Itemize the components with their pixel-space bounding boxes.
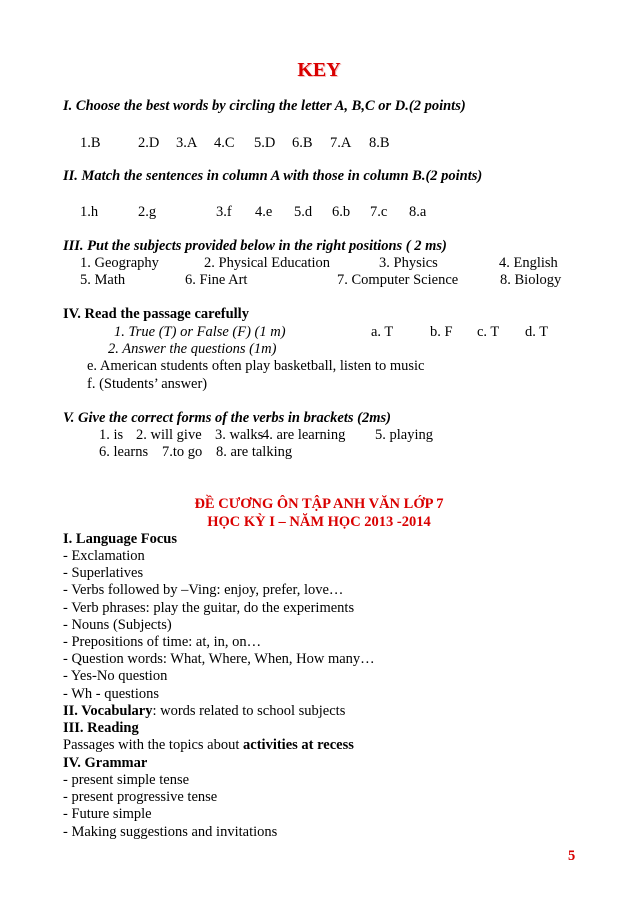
answer-item: 5.d xyxy=(294,204,313,220)
section4-heading: IV. Read the passage carefully xyxy=(63,306,249,322)
verb-answer: 3. walks xyxy=(215,427,264,443)
grammar-item: - Future simple xyxy=(63,806,152,822)
reading-heading: III. Reading xyxy=(63,720,139,736)
outline-title: ĐỀ CƯƠNG ÔN TẬP ANH VĂN LỚP 7 xyxy=(194,496,444,512)
subject-item: 7. Computer Science xyxy=(337,272,459,288)
language-focus-item: - Verbs followed by –Ving: enjoy, prefer, love… xyxy=(63,582,344,598)
subject-item: 4. English xyxy=(499,255,558,271)
answer-item: 5.D xyxy=(254,135,276,151)
tf-answer: d. T xyxy=(525,324,549,340)
answer-item: 7.c xyxy=(370,204,388,220)
subject-item: 6. Fine Art xyxy=(185,272,248,288)
language-focus-item: - Question words: What, Where, When, How many… xyxy=(63,651,375,667)
reading-text: Passages with the topics about xyxy=(63,737,244,753)
answer-item: 4.C xyxy=(214,135,235,151)
tf-answer: a. T xyxy=(371,324,394,340)
reading-topic: activities at recess xyxy=(243,737,354,753)
language-focus-item: - Prepositions of time: at, in, on… xyxy=(63,634,262,650)
subject-item: 1. Geography xyxy=(80,255,159,271)
language-focus-item: - Yes-No question xyxy=(63,668,168,684)
grammar-item: - present simple tense xyxy=(63,772,190,788)
answer-item: 8.a xyxy=(409,204,427,220)
language-focus-item: - Wh - questions xyxy=(63,686,159,702)
verb-answer: 5. playing xyxy=(375,427,433,443)
section5-heading: V. Give the correct forms of the verbs in brackets (2ms) xyxy=(63,410,391,426)
subject-item: 3. Physics xyxy=(379,255,438,271)
subject-item: 2. Physical Education xyxy=(204,255,331,271)
reading-line xyxy=(63,737,354,754)
tf-answer: c. T xyxy=(477,324,500,340)
verb-answer: 2. will give xyxy=(136,427,202,443)
answer-f: f. (Students’ answer) xyxy=(87,376,208,392)
subject-item: 5. Math xyxy=(80,272,126,288)
answer-item: 1.B xyxy=(80,135,101,151)
tf-answer: b. F xyxy=(430,324,453,340)
answer-item: 8.B xyxy=(369,135,390,151)
section2-heading: II. Match the sentences in column A with those in column B.(2 points) xyxy=(63,168,483,184)
grammar-item: - Making suggestions and invitations xyxy=(63,824,278,840)
verb-answer: 1. is xyxy=(99,427,124,443)
language-focus-heading: I. Language Focus xyxy=(63,531,178,547)
section4-part2: 2. Answer the questions (1m) xyxy=(108,341,277,357)
vocabulary-line xyxy=(63,703,345,720)
answer-item: 7.A xyxy=(330,135,352,151)
key-title: KEY xyxy=(297,59,341,81)
vocabulary-heading: II. Vocabulary xyxy=(63,703,153,719)
section4-part1: 1. True (T) or False (F) (1 m) xyxy=(114,324,286,340)
grammar-item: - present progressive tense xyxy=(63,789,218,805)
answer-item: 2.g xyxy=(138,204,157,220)
outline-subtitle: HỌC KỲ I – NĂM HỌC 2013 -2014 xyxy=(207,514,431,530)
language-focus-item: - Exclamation xyxy=(63,548,145,564)
vocabulary-text: : words related to school subjects xyxy=(152,703,346,719)
answer-item: 1.h xyxy=(80,204,99,220)
answer-e: e. American students often play basketball, listen to music xyxy=(87,358,425,374)
verb-answer: 4. are learning xyxy=(262,427,346,443)
language-focus-item: - Verb phrases: play the guitar, do the experiments xyxy=(63,600,355,616)
section1-heading: I. Choose the best words by circling the letter A, B,C or D.(2 points) xyxy=(63,98,466,114)
language-focus-item: - Nouns (Subjects) xyxy=(63,617,172,633)
verb-answer: 6. learns xyxy=(99,444,149,460)
answer-item: 6.b xyxy=(332,204,351,220)
answer-item: 6.B xyxy=(292,135,313,151)
grammar-heading: IV. Grammar xyxy=(63,755,148,771)
page-number: 5 xyxy=(568,848,576,864)
verb-answer: 8. are talking xyxy=(216,444,293,460)
answer-item: 2.D xyxy=(138,135,160,151)
language-focus-item: - Superlatives xyxy=(63,565,144,581)
answer-item: 3.A xyxy=(176,135,198,151)
section3-heading: III. Put the subjects provided below in the right positions ( 2 ms) xyxy=(63,238,447,254)
subject-item: 8. Biology xyxy=(500,272,562,288)
verb-answer: 7.to go xyxy=(162,444,203,460)
answer-item: 4.e xyxy=(255,204,273,220)
answer-item: 3.f xyxy=(216,204,232,220)
